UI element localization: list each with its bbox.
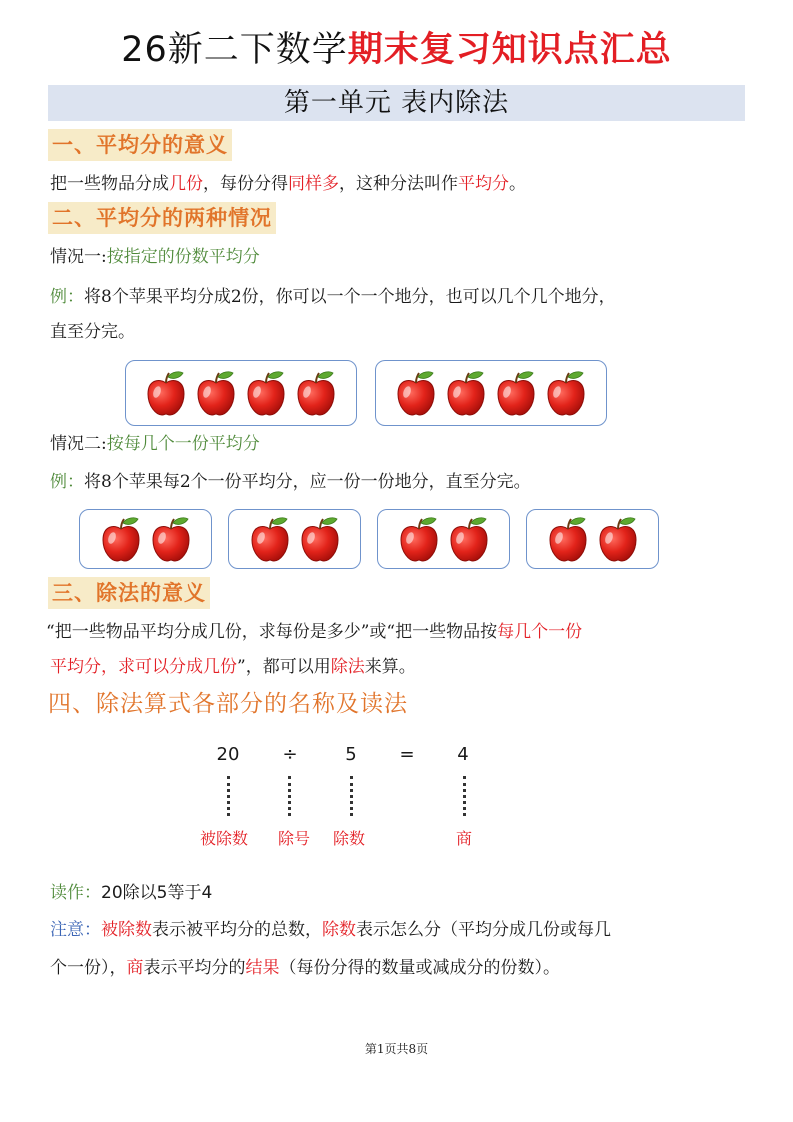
apple-icon bbox=[245, 369, 287, 417]
read-text: 20除以5等于4 bbox=[101, 883, 213, 903]
case2-desc: 按每几个一份平均分 bbox=[106, 434, 260, 454]
note-highlight: 结果 bbox=[245, 958, 280, 978]
apple-icon bbox=[495, 369, 537, 417]
case1-line bbox=[50, 240, 260, 274]
apple-group bbox=[526, 509, 659, 569]
apple-icon bbox=[145, 369, 187, 417]
dotted-connector bbox=[227, 776, 234, 816]
equation-divide-sign: ÷ bbox=[282, 744, 298, 765]
note-text: 表示平均分的 bbox=[143, 958, 246, 978]
section2-heading: 二、平均分的两种情况 bbox=[48, 202, 276, 234]
s3-text: 来算。 bbox=[364, 657, 416, 677]
example-label: 例： bbox=[50, 287, 84, 307]
s1-highlight-average: 平均分 bbox=[458, 174, 509, 194]
apple-icon bbox=[249, 515, 291, 563]
equation-divisor: 5 bbox=[345, 744, 357, 765]
note-text: （每份分得的数量或减成分的份数）。 bbox=[279, 958, 560, 978]
example1-line2: 直至分完。 bbox=[50, 322, 135, 342]
note-text: 个一份）， bbox=[50, 958, 127, 978]
note-line1 bbox=[50, 913, 611, 947]
section4-heading: 四、除法算式各部分的名称及读法 bbox=[48, 691, 408, 717]
case1-desc: 按指定的份数平均分 bbox=[106, 247, 260, 267]
equation-equals: = bbox=[399, 744, 415, 765]
section1-sentence bbox=[50, 167, 526, 201]
title-prefix: 26新二下数学 bbox=[121, 30, 348, 70]
note-text: 表示被平均分的总数， bbox=[152, 920, 322, 940]
s1-highlight-same: 同样多 bbox=[288, 174, 339, 194]
s3-highlight: 平均分，求可以分成几份 bbox=[50, 657, 237, 677]
example1-line1 bbox=[50, 280, 616, 314]
apple-icon bbox=[395, 369, 437, 417]
apple-group bbox=[228, 509, 361, 569]
dotted-connector bbox=[288, 776, 295, 816]
apple-group bbox=[375, 360, 607, 426]
apple-icon bbox=[398, 515, 440, 563]
s1-part: ，每份分得 bbox=[203, 174, 288, 194]
apple-icon bbox=[547, 515, 589, 563]
label-divide-sign: 除号 bbox=[278, 829, 311, 848]
apple-icon bbox=[545, 369, 587, 417]
case1-label: 情况一: bbox=[50, 247, 107, 267]
section3-line1 bbox=[46, 615, 582, 649]
read-label: 读作： bbox=[50, 883, 101, 903]
apple-group bbox=[79, 509, 212, 569]
unit-title: 第一单元 表内除法 bbox=[48, 85, 745, 121]
section1-heading: 一、平均分的意义 bbox=[48, 129, 232, 161]
dotted-connector bbox=[350, 776, 357, 816]
apple-group bbox=[125, 360, 357, 426]
case2-label: 情况二: bbox=[50, 434, 107, 454]
note-label: 注意： bbox=[50, 920, 101, 940]
s3-highlight-division: 除法 bbox=[330, 657, 365, 677]
s3-highlight: 每几个一份 bbox=[497, 622, 583, 642]
example-label: 例： bbox=[50, 472, 84, 492]
note-text: 表示怎么分（平均分成几份或每几 bbox=[356, 920, 611, 940]
apple-icon bbox=[150, 515, 192, 563]
apple-icon bbox=[445, 369, 487, 417]
read-line bbox=[50, 876, 212, 910]
equation-dividend: 20 bbox=[216, 744, 240, 765]
s3-text: “把一些物品平均分成几份，求每份是多少”或“把一些物品按 bbox=[46, 622, 498, 642]
label-dividend: 被除数 bbox=[200, 829, 249, 848]
case2-line bbox=[50, 427, 260, 461]
apple-icon bbox=[597, 515, 639, 563]
s1-part: 把一些物品分成 bbox=[50, 174, 169, 194]
section3-heading: 三、除法的意义 bbox=[48, 577, 210, 609]
s1-part: 。 bbox=[509, 174, 526, 194]
apple-icon bbox=[195, 369, 237, 417]
apple-icon bbox=[100, 515, 142, 563]
note-highlight: 被除数 bbox=[101, 920, 152, 940]
apple-group bbox=[377, 509, 510, 569]
s3-text: ”，都可以用 bbox=[237, 657, 331, 677]
apple-icon bbox=[448, 515, 490, 563]
page-title bbox=[0, 26, 793, 74]
example1-text: 将8个苹果平均分成2份，你可以一个一个地分，也可以几个几个地分， bbox=[84, 287, 616, 307]
equation-quotient: 4 bbox=[457, 744, 469, 765]
title-highlight: 期末复习知识点汇总 bbox=[347, 30, 672, 70]
page-footer: 第1页共8页 bbox=[364, 1042, 429, 1056]
dotted-connector bbox=[463, 776, 470, 816]
label-divisor: 除数 bbox=[333, 829, 366, 848]
example2-text: 将8个苹果每2个一份平均分，应一份一份地分，直至分完。 bbox=[84, 472, 531, 492]
s1-highlight-parts: 几份 bbox=[169, 174, 203, 194]
section3-line2 bbox=[50, 650, 416, 684]
apple-icon bbox=[295, 369, 337, 417]
note-highlight: 商 bbox=[126, 958, 144, 978]
example2-line bbox=[50, 465, 531, 499]
note-line2 bbox=[50, 951, 560, 985]
s1-part: ，这种分法叫作 bbox=[339, 174, 458, 194]
note-highlight: 除数 bbox=[322, 920, 356, 940]
apple-icon bbox=[299, 515, 341, 563]
label-quotient: 商 bbox=[456, 829, 473, 848]
